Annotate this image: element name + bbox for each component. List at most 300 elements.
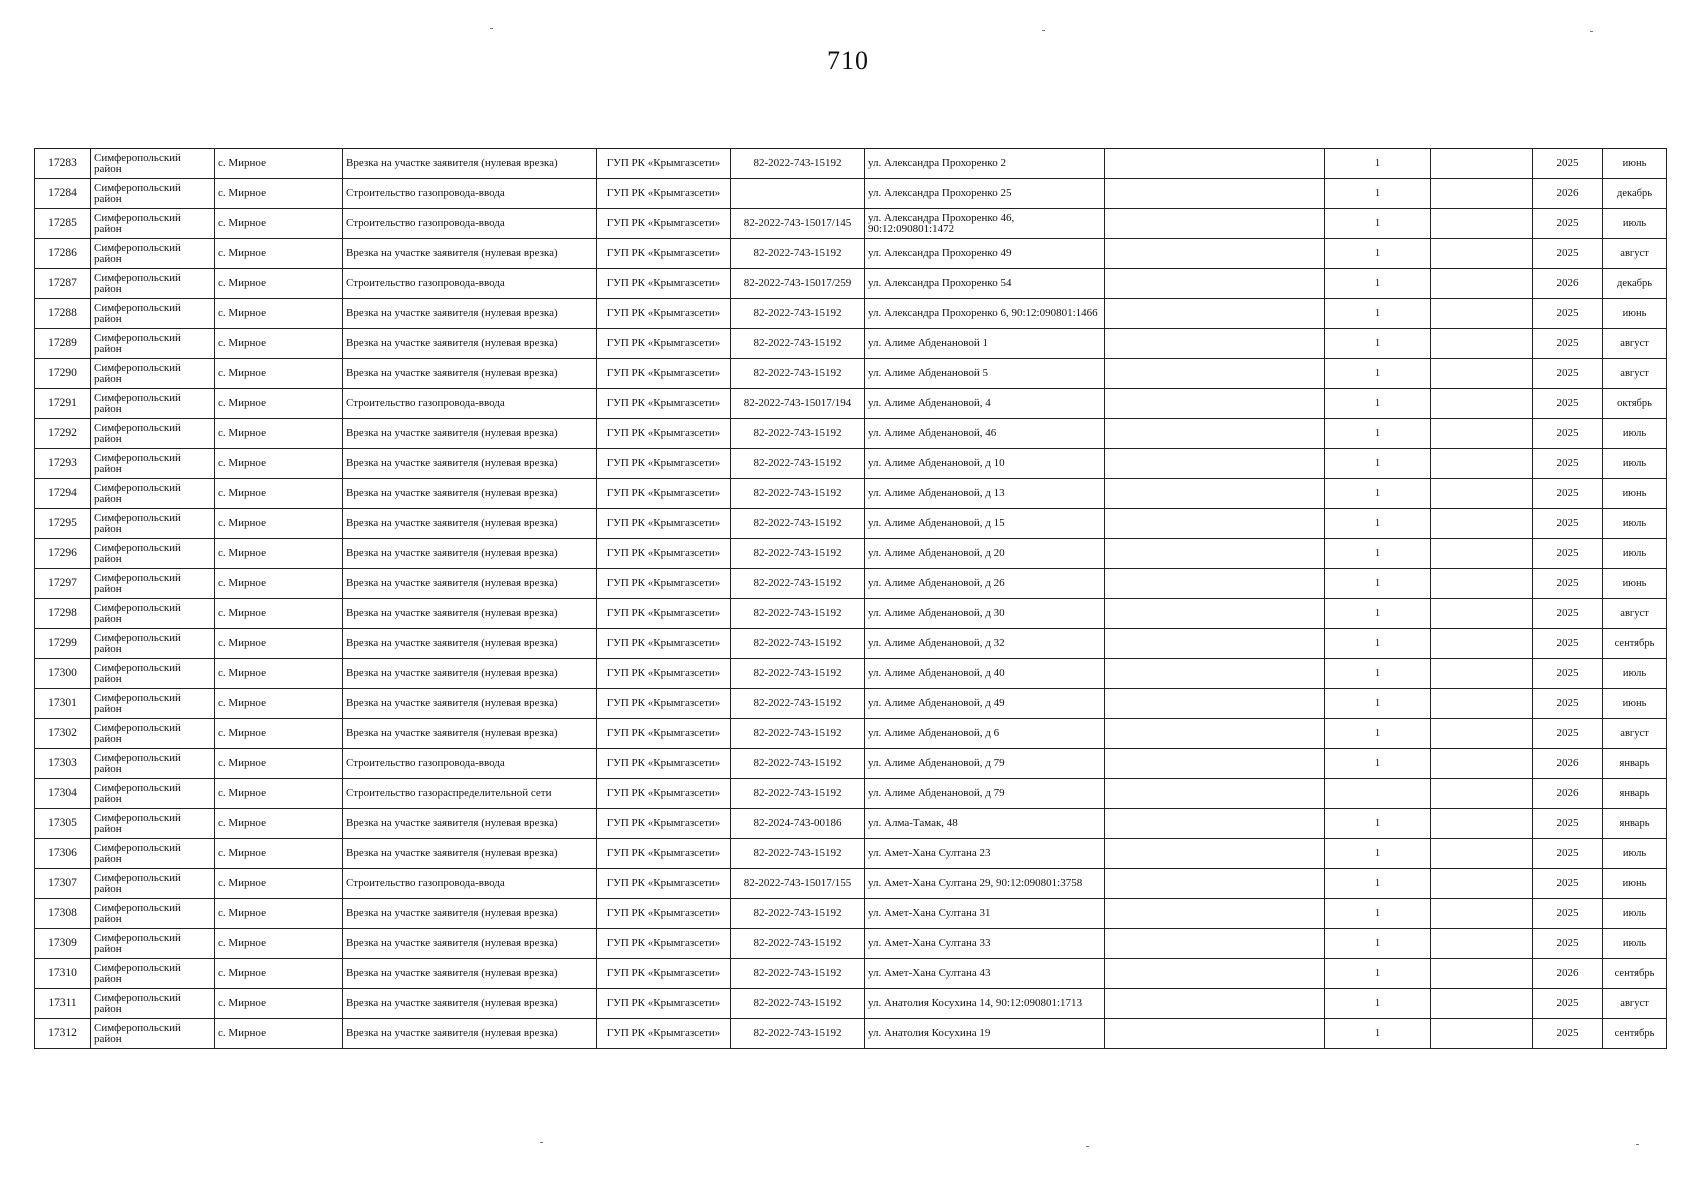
settlement-cell: с. Мирное bbox=[215, 209, 343, 239]
empty-cell bbox=[1105, 959, 1325, 989]
organization-cell: ГУП РК «Крымгазсети» bbox=[597, 149, 731, 179]
year-cell: 2026 bbox=[1533, 749, 1603, 779]
work-type-cell: Врезка на участке заявителя (нулевая врезка) bbox=[343, 359, 597, 389]
empty-cell bbox=[1431, 869, 1533, 899]
request-code-cell: 82-2022-743-15192 bbox=[731, 959, 865, 989]
empty-cell bbox=[1431, 149, 1533, 179]
quantity-cell: 1 bbox=[1325, 869, 1431, 899]
work-type-cell: Врезка на участке заявителя (нулевая врезка) bbox=[343, 629, 597, 659]
year-cell: 2025 bbox=[1533, 929, 1603, 959]
settlement-cell: с. Мирное bbox=[215, 869, 343, 899]
month-cell: август bbox=[1603, 599, 1667, 629]
district-cell: Симферопольский район bbox=[91, 839, 215, 869]
table-body bbox=[35, 149, 1667, 1049]
settlement-cell: с. Мирное bbox=[215, 659, 343, 689]
organization-cell: ГУП РК «Крымгазсети» bbox=[597, 929, 731, 959]
row-number: 17288 bbox=[35, 299, 91, 329]
district-cell: Симферопольский район bbox=[91, 419, 215, 449]
request-code-cell: 82-2022-743-15192 bbox=[731, 569, 865, 599]
table-row bbox=[35, 809, 1667, 839]
table-row bbox=[35, 689, 1667, 719]
address-cell: ул. Алиме Абденановой, д 49 bbox=[865, 689, 1105, 719]
empty-cell bbox=[1431, 779, 1533, 809]
month-cell: июль bbox=[1603, 839, 1667, 869]
row-number: 17312 bbox=[35, 1019, 91, 1049]
request-code-cell: 82-2022-743-15192 bbox=[731, 359, 865, 389]
table-row bbox=[35, 299, 1667, 329]
month-cell: август bbox=[1603, 359, 1667, 389]
organization-cell: ГУП РК «Крымгазсети» bbox=[597, 1019, 731, 1049]
empty-cell bbox=[1105, 719, 1325, 749]
row-number: 17301 bbox=[35, 689, 91, 719]
work-type-cell: Врезка на участке заявителя (нулевая врезка) bbox=[343, 719, 597, 749]
empty-cell bbox=[1431, 269, 1533, 299]
district-cell: Симферопольский район bbox=[91, 749, 215, 779]
settlement-cell: с. Мирное bbox=[215, 449, 343, 479]
organization-cell: ГУП РК «Крымгазсети» bbox=[597, 689, 731, 719]
settlement-cell: с. Мирное bbox=[215, 1019, 343, 1049]
row-number: 17295 bbox=[35, 509, 91, 539]
work-type-cell: Врезка на участке заявителя (нулевая врезка) bbox=[343, 239, 597, 269]
organization-cell: ГУП РК «Крымгазсети» bbox=[597, 809, 731, 839]
empty-cell bbox=[1105, 269, 1325, 299]
empty-cell bbox=[1105, 659, 1325, 689]
district-cell: Симферопольский район bbox=[91, 659, 215, 689]
empty-cell bbox=[1105, 1019, 1325, 1049]
settlement-cell: с. Мирное bbox=[215, 689, 343, 719]
year-cell: 2025 bbox=[1533, 389, 1603, 419]
empty-cell bbox=[1431, 989, 1533, 1019]
request-code-cell: 82-2022-743-15192 bbox=[731, 509, 865, 539]
district-cell: Симферопольский район bbox=[91, 1019, 215, 1049]
table-row bbox=[35, 749, 1667, 779]
table-row bbox=[35, 959, 1667, 989]
settlement-cell: с. Мирное bbox=[215, 539, 343, 569]
address-cell: ул. Алиме Абденановой, д 79 bbox=[865, 779, 1105, 809]
district-cell: Симферопольский район bbox=[91, 329, 215, 359]
address-cell: ул. Александра Прохоренко 54 bbox=[865, 269, 1105, 299]
district-cell: Симферопольский район bbox=[91, 599, 215, 629]
scan-speck bbox=[1636, 1144, 1639, 1145]
year-cell: 2025 bbox=[1533, 149, 1603, 179]
month-cell: август bbox=[1603, 719, 1667, 749]
request-code-cell: 82-2022-743-15192 bbox=[731, 539, 865, 569]
year-cell: 2025 bbox=[1533, 809, 1603, 839]
quantity-cell: 1 bbox=[1325, 719, 1431, 749]
year-cell: 2025 bbox=[1533, 359, 1603, 389]
row-number: 17299 bbox=[35, 629, 91, 659]
row-number: 17292 bbox=[35, 419, 91, 449]
request-code-cell: 82-2022-743-15017/194 bbox=[731, 389, 865, 419]
district-cell: Симферопольский район bbox=[91, 509, 215, 539]
organization-cell: ГУП РК «Крымгазсети» bbox=[597, 389, 731, 419]
work-type-cell: Строительство газопровода-ввода bbox=[343, 179, 597, 209]
row-number: 17290 bbox=[35, 359, 91, 389]
year-cell: 2025 bbox=[1533, 449, 1603, 479]
row-number: 17302 bbox=[35, 719, 91, 749]
row-number: 17311 bbox=[35, 989, 91, 1019]
district-cell: Симферопольский район bbox=[91, 959, 215, 989]
empty-cell bbox=[1105, 749, 1325, 779]
work-type-cell: Врезка на участке заявителя (нулевая врезка) bbox=[343, 1019, 597, 1049]
month-cell: июль bbox=[1603, 539, 1667, 569]
quantity-cell: 1 bbox=[1325, 359, 1431, 389]
empty-cell bbox=[1431, 659, 1533, 689]
work-type-cell: Врезка на участке заявителя (нулевая врезка) bbox=[343, 149, 597, 179]
quantity-cell: 1 bbox=[1325, 899, 1431, 929]
organization-cell: ГУП РК «Крымгазсети» bbox=[597, 749, 731, 779]
district-cell: Симферопольский район bbox=[91, 389, 215, 419]
year-cell: 2025 bbox=[1533, 599, 1603, 629]
month-cell: июль bbox=[1603, 209, 1667, 239]
settlement-cell: с. Мирное bbox=[215, 479, 343, 509]
row-number: 17297 bbox=[35, 569, 91, 599]
empty-cell bbox=[1431, 899, 1533, 929]
table-row bbox=[35, 869, 1667, 899]
table-row bbox=[35, 149, 1667, 179]
table-row bbox=[35, 1019, 1667, 1049]
year-cell: 2025 bbox=[1533, 899, 1603, 929]
year-cell: 2025 bbox=[1533, 539, 1603, 569]
district-cell: Симферопольский район bbox=[91, 989, 215, 1019]
empty-cell bbox=[1431, 239, 1533, 269]
empty-cell bbox=[1431, 389, 1533, 419]
address-cell: ул. Алма-Тамак, 48 bbox=[865, 809, 1105, 839]
work-type-cell: Строительство газопровода-ввода bbox=[343, 749, 597, 779]
empty-cell bbox=[1105, 539, 1325, 569]
work-type-cell: Врезка на участке заявителя (нулевая врезка) bbox=[343, 479, 597, 509]
empty-cell bbox=[1105, 209, 1325, 239]
settlement-cell: с. Мирное bbox=[215, 299, 343, 329]
month-cell: октябрь bbox=[1603, 389, 1667, 419]
empty-cell bbox=[1105, 779, 1325, 809]
table-row bbox=[35, 629, 1667, 659]
year-cell: 2025 bbox=[1533, 689, 1603, 719]
district-cell: Симферопольский район bbox=[91, 809, 215, 839]
row-number: 17296 bbox=[35, 539, 91, 569]
year-cell: 2025 bbox=[1533, 1019, 1603, 1049]
district-cell: Симферопольский район bbox=[91, 719, 215, 749]
year-cell: 2025 bbox=[1533, 989, 1603, 1019]
row-number: 17284 bbox=[35, 179, 91, 209]
table-row bbox=[35, 419, 1667, 449]
table-row bbox=[35, 779, 1667, 809]
district-cell: Симферопольский район bbox=[91, 449, 215, 479]
work-type-cell: Врезка на участке заявителя (нулевая врезка) bbox=[343, 299, 597, 329]
request-code-cell: 82-2022-743-15192 bbox=[731, 149, 865, 179]
work-type-cell: Врезка на участке заявителя (нулевая врезка) bbox=[343, 839, 597, 869]
empty-cell bbox=[1431, 599, 1533, 629]
year-cell: 2025 bbox=[1533, 869, 1603, 899]
table-row bbox=[35, 899, 1667, 929]
quantity-cell: 1 bbox=[1325, 959, 1431, 989]
organization-cell: ГУП РК «Крымгазсети» bbox=[597, 419, 731, 449]
address-cell: ул. Александра Прохоренко 25 bbox=[865, 179, 1105, 209]
year-cell: 2025 bbox=[1533, 419, 1603, 449]
page-number: 710 bbox=[827, 46, 869, 75]
month-cell: август bbox=[1603, 989, 1667, 1019]
month-cell: июнь bbox=[1603, 149, 1667, 179]
empty-cell bbox=[1105, 419, 1325, 449]
address-cell: ул. Алиме Абденановой, д 79 bbox=[865, 749, 1105, 779]
empty-cell bbox=[1105, 869, 1325, 899]
work-type-cell: Строительство газораспределительной сети bbox=[343, 779, 597, 809]
work-type-cell: Врезка на участке заявителя (нулевая врезка) bbox=[343, 809, 597, 839]
settlement-cell: с. Мирное bbox=[215, 509, 343, 539]
year-cell: 2025 bbox=[1533, 299, 1603, 329]
empty-cell bbox=[1105, 239, 1325, 269]
address-cell: ул. Амет-Хана Султана 33 bbox=[865, 929, 1105, 959]
request-code-cell: 82-2022-743-15192 bbox=[731, 989, 865, 1019]
month-cell: сентябрь bbox=[1603, 629, 1667, 659]
row-number: 17298 bbox=[35, 599, 91, 629]
scan-speck bbox=[490, 28, 493, 29]
empty-cell bbox=[1431, 749, 1533, 779]
request-code-cell: 82-2022-743-15192 bbox=[731, 629, 865, 659]
work-type-cell: Врезка на участке заявителя (нулевая врезка) bbox=[343, 959, 597, 989]
month-cell: июнь bbox=[1603, 869, 1667, 899]
request-code-cell: 82-2022-743-15192 bbox=[731, 749, 865, 779]
settlement-cell: с. Мирное bbox=[215, 839, 343, 869]
request-code-cell: 82-2022-743-15192 bbox=[731, 899, 865, 929]
month-cell: июль bbox=[1603, 419, 1667, 449]
month-cell: июль bbox=[1603, 509, 1667, 539]
settlement-cell: с. Мирное bbox=[215, 329, 343, 359]
address-cell: ул. Александра Прохоренко 49 bbox=[865, 239, 1105, 269]
year-cell: 2026 bbox=[1533, 179, 1603, 209]
year-cell: 2025 bbox=[1533, 479, 1603, 509]
empty-cell bbox=[1105, 929, 1325, 959]
district-cell: Симферопольский район bbox=[91, 359, 215, 389]
work-type-cell: Врезка на участке заявителя (нулевая врезка) bbox=[343, 569, 597, 599]
table-row bbox=[35, 269, 1667, 299]
table-row bbox=[35, 539, 1667, 569]
settlement-cell: с. Мирное bbox=[215, 959, 343, 989]
table-row bbox=[35, 479, 1667, 509]
month-cell: январь bbox=[1603, 749, 1667, 779]
table-row bbox=[35, 509, 1667, 539]
settlement-cell: с. Мирное bbox=[215, 989, 343, 1019]
empty-cell bbox=[1105, 629, 1325, 659]
work-type-cell: Врезка на участке заявителя (нулевая врезка) bbox=[343, 419, 597, 449]
district-cell: Симферопольский район bbox=[91, 209, 215, 239]
address-cell: ул. Амет-Хана Султана 43 bbox=[865, 959, 1105, 989]
settlement-cell: с. Мирное bbox=[215, 419, 343, 449]
empty-cell bbox=[1431, 1019, 1533, 1049]
organization-cell: ГУП РК «Крымгазсети» bbox=[597, 449, 731, 479]
work-type-cell: Врезка на участке заявителя (нулевая врезка) bbox=[343, 989, 597, 1019]
address-cell: ул. Амет-Хана Султана 23 bbox=[865, 839, 1105, 869]
row-number: 17293 bbox=[35, 449, 91, 479]
organization-cell: ГУП РК «Крымгазсети» bbox=[597, 659, 731, 689]
quantity-cell: 1 bbox=[1325, 179, 1431, 209]
settlement-cell: с. Мирное bbox=[215, 749, 343, 779]
district-cell: Симферопольский район bbox=[91, 899, 215, 929]
quantity-cell: 1 bbox=[1325, 449, 1431, 479]
year-cell: 2026 bbox=[1533, 779, 1603, 809]
work-type-cell: Врезка на участке заявителя (нулевая врезка) bbox=[343, 599, 597, 629]
district-cell: Симферопольский район bbox=[91, 179, 215, 209]
address-cell: ул. Алиме Абденановой, д 40 bbox=[865, 659, 1105, 689]
organization-cell: ГУП РК «Крымгазсети» bbox=[597, 299, 731, 329]
settlement-cell: с. Мирное bbox=[215, 629, 343, 659]
year-cell: 2025 bbox=[1533, 659, 1603, 689]
organization-cell: ГУП РК «Крымгазсети» bbox=[597, 539, 731, 569]
request-code-cell: 82-2022-743-15192 bbox=[731, 449, 865, 479]
settlement-cell: с. Мирное bbox=[215, 899, 343, 929]
month-cell: июнь bbox=[1603, 569, 1667, 599]
month-cell: июнь bbox=[1603, 299, 1667, 329]
request-code-cell bbox=[731, 179, 865, 209]
address-cell: ул. Алиме Абденановой, д 26 bbox=[865, 569, 1105, 599]
empty-cell bbox=[1431, 479, 1533, 509]
request-code-cell: 82-2022-743-15192 bbox=[731, 689, 865, 719]
table-row bbox=[35, 449, 1667, 479]
settlement-cell: с. Мирное bbox=[215, 359, 343, 389]
settlement-cell: с. Мирное bbox=[215, 269, 343, 299]
work-type-cell: Врезка на участке заявителя (нулевая врезка) bbox=[343, 929, 597, 959]
month-cell: июль bbox=[1603, 899, 1667, 929]
empty-cell bbox=[1105, 839, 1325, 869]
month-cell: июль bbox=[1603, 449, 1667, 479]
quantity-cell: 1 bbox=[1325, 629, 1431, 659]
organization-cell: ГУП РК «Крымгазсети» bbox=[597, 359, 731, 389]
request-code-cell: 82-2022-743-15192 bbox=[731, 479, 865, 509]
quantity-cell: 1 bbox=[1325, 569, 1431, 599]
work-type-cell: Строительство газопровода-ввода bbox=[343, 389, 597, 419]
organization-cell: ГУП РК «Крымгазсети» bbox=[597, 599, 731, 629]
scan-speck bbox=[1086, 1146, 1089, 1147]
empty-cell bbox=[1431, 449, 1533, 479]
empty-cell bbox=[1105, 359, 1325, 389]
organization-cell: ГУП РК «Крымгазсети» bbox=[597, 569, 731, 599]
month-cell: декабрь bbox=[1603, 179, 1667, 209]
quantity-cell: 1 bbox=[1325, 659, 1431, 689]
quantity-cell: 1 bbox=[1325, 329, 1431, 359]
empty-cell bbox=[1431, 299, 1533, 329]
settlement-cell: с. Мирное bbox=[215, 809, 343, 839]
table-row bbox=[35, 659, 1667, 689]
empty-cell bbox=[1105, 599, 1325, 629]
settlement-cell: с. Мирное bbox=[215, 929, 343, 959]
quantity-cell: 1 bbox=[1325, 299, 1431, 329]
row-number: 17305 bbox=[35, 809, 91, 839]
settlement-cell: с. Мирное bbox=[215, 179, 343, 209]
row-number: 17306 bbox=[35, 839, 91, 869]
table-row bbox=[35, 209, 1667, 239]
quantity-cell: 1 bbox=[1325, 239, 1431, 269]
quantity-cell: 1 bbox=[1325, 509, 1431, 539]
row-number: 17287 bbox=[35, 269, 91, 299]
empty-cell bbox=[1431, 359, 1533, 389]
empty-cell bbox=[1105, 689, 1325, 719]
quantity-cell bbox=[1325, 779, 1431, 809]
address-cell: ул. Александра Прохоренко 2 bbox=[865, 149, 1105, 179]
empty-cell bbox=[1431, 329, 1533, 359]
request-code-cell: 82-2022-743-15192 bbox=[731, 839, 865, 869]
table-row bbox=[35, 839, 1667, 869]
organization-cell: ГУП РК «Крымгазсети» bbox=[597, 479, 731, 509]
district-cell: Симферопольский район bbox=[91, 689, 215, 719]
empty-cell bbox=[1431, 539, 1533, 569]
scan-speck bbox=[540, 1142, 543, 1143]
request-code-cell: 82-2022-743-15017/259 bbox=[731, 269, 865, 299]
settlement-cell: с. Мирное bbox=[215, 719, 343, 749]
quantity-cell: 1 bbox=[1325, 689, 1431, 719]
work-type-cell: Врезка на участке заявителя (нулевая врезка) bbox=[343, 329, 597, 359]
district-cell: Симферопольский район bbox=[91, 869, 215, 899]
empty-cell bbox=[1105, 509, 1325, 539]
work-type-cell: Врезка на участке заявителя (нулевая врезка) bbox=[343, 689, 597, 719]
empty-cell bbox=[1431, 209, 1533, 239]
organization-cell: ГУП РК «Крымгазсети» bbox=[597, 179, 731, 209]
address-cell: ул. Алиме Абденановой 1 bbox=[865, 329, 1105, 359]
scan-speck bbox=[1042, 30, 1045, 31]
address-cell: ул. Алиме Абденановой, 46 bbox=[865, 419, 1105, 449]
request-code-cell: 82-2022-743-15192 bbox=[731, 299, 865, 329]
address-cell: ул. Алиме Абденановой, д 32 bbox=[865, 629, 1105, 659]
organization-cell: ГУП РК «Крымгазсети» bbox=[597, 719, 731, 749]
empty-cell bbox=[1105, 179, 1325, 209]
district-cell: Симферопольский район bbox=[91, 779, 215, 809]
month-cell: июнь bbox=[1603, 689, 1667, 719]
district-cell: Симферопольский район bbox=[91, 239, 215, 269]
empty-cell bbox=[1431, 689, 1533, 719]
quantity-cell: 1 bbox=[1325, 599, 1431, 629]
work-type-cell: Врезка на участке заявителя (нулевая врезка) bbox=[343, 899, 597, 929]
request-code-cell: 82-2022-743-15192 bbox=[731, 599, 865, 629]
quantity-cell: 1 bbox=[1325, 749, 1431, 779]
empty-cell bbox=[1431, 419, 1533, 449]
scan-speck bbox=[1590, 31, 1593, 32]
request-code-cell: 82-2024-743-00186 bbox=[731, 809, 865, 839]
work-type-cell: Врезка на участке заявителя (нулевая врезка) bbox=[343, 539, 597, 569]
month-cell: сентябрь bbox=[1603, 1019, 1667, 1049]
year-cell: 2026 bbox=[1533, 959, 1603, 989]
empty-cell bbox=[1105, 569, 1325, 599]
organization-cell: ГУП РК «Крымгазсети» bbox=[597, 989, 731, 1019]
request-code-cell: 82-2022-743-15192 bbox=[731, 1019, 865, 1049]
month-cell: июль bbox=[1603, 659, 1667, 689]
year-cell: 2025 bbox=[1533, 569, 1603, 599]
settlement-cell: с. Мирное bbox=[215, 239, 343, 269]
empty-cell bbox=[1431, 959, 1533, 989]
address-cell: ул. Александра Прохоренко 6, 90:12:090801:1466 bbox=[865, 299, 1105, 329]
quantity-cell: 1 bbox=[1325, 209, 1431, 239]
organization-cell: ГУП РК «Крымгазсети» bbox=[597, 209, 731, 239]
organization-cell: ГУП РК «Крымгазсети» bbox=[597, 779, 731, 809]
empty-cell bbox=[1431, 809, 1533, 839]
district-cell: Симферопольский район bbox=[91, 629, 215, 659]
address-cell: ул. Амет-Хана Султана 31 bbox=[865, 899, 1105, 929]
quantity-cell: 1 bbox=[1325, 929, 1431, 959]
empty-cell bbox=[1105, 329, 1325, 359]
table-row bbox=[35, 239, 1667, 269]
row-number: 17307 bbox=[35, 869, 91, 899]
organization-cell: ГУП РК «Крымгазсети» bbox=[597, 509, 731, 539]
row-number: 17291 bbox=[35, 389, 91, 419]
request-code-cell: 82-2022-743-15017/155 bbox=[731, 869, 865, 899]
quantity-cell: 1 bbox=[1325, 1019, 1431, 1049]
address-cell: ул. Алиме Абденановой, д 6 bbox=[865, 719, 1105, 749]
request-code-cell: 82-2022-743-15192 bbox=[731, 659, 865, 689]
address-cell: ул. Алиме Абденановой, д 20 bbox=[865, 539, 1105, 569]
table-row bbox=[35, 179, 1667, 209]
work-type-cell: Врезка на участке заявителя (нулевая врезка) bbox=[343, 509, 597, 539]
empty-cell bbox=[1431, 719, 1533, 749]
district-cell: Симферопольский район bbox=[91, 149, 215, 179]
district-cell: Симферопольский район bbox=[91, 479, 215, 509]
